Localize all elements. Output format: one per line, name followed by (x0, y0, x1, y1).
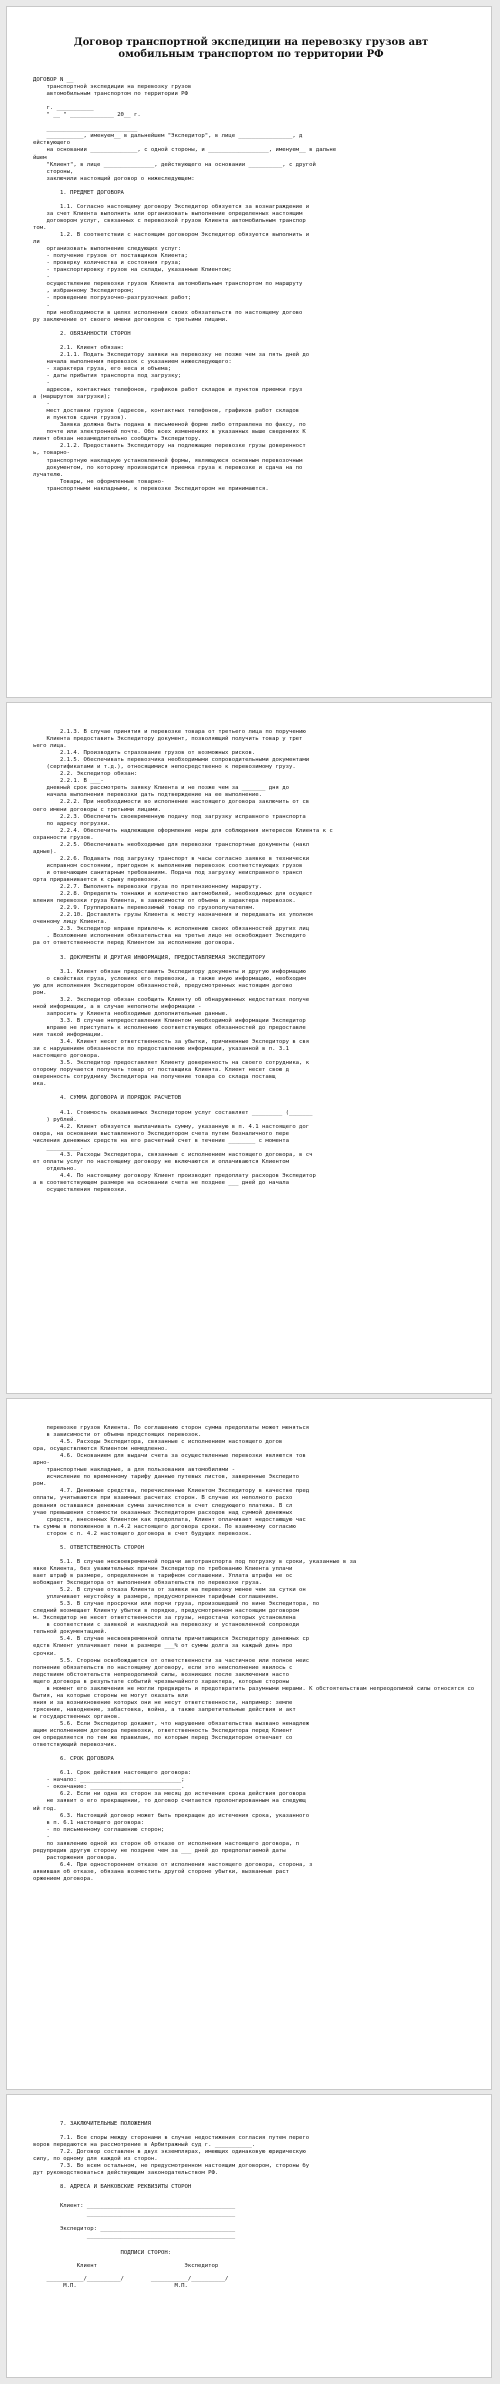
expeditor-requisites-line: ____________________________________________ (33, 2232, 236, 2239)
page-2-text: 2.1.3. В случае принятия и перевозке товара от третьего лица по поручению Клиента предоставить Экспедитору документ, позволяющий получить товар у трет ьего лица. 2.1.4. Производить страхование грузов от возможных рисков. 2.1.5. Обеспечивать перевозчика необходимыми сопроводительными документами (сертификатами и т.д.), относящимися непосредственно к перевозимому грузу. 2.2. Экспедитор обязан: 2.2.1. В ___- дневный срок рассмотреть заявку Клиента и не позже чем за _______ дня до начала выполнения перевозки дать подтверждение на ее выполнение. 2.2.2. При необходимости во исполнение настоящего договора заключить от св оего имени договоры с третьими лицами. 2.2.3. Обеспечить своевременную подачу под загрузку исправного транспорта по адресу погрузки. 2.2.4. Обеспечить надлежащее оформление неры для соблюдения интересов Клиента к с охранности грузов. 2.2.5. Обеспечивать необходимые для перевозки транспортные документы (накл адные). 2.2.6. Подавать под загрузку транспорт в часы согласно заявке в технически исправном состоянии, пригодном к выполнению перевозок соответствующих грузов и отвечающим санитарным требованиям. Подача под загрузку неисправного трансп орта приравнивается к срыву перевозки. 2.2.7. Выполнять перевозки груза по претензионному маршруту. 2.2.8. Определять тоннажи и количество автомобилей, необходимых для осущест вления перевозки груза Клиента, в зависимости от объема и характера перевозок. 2.2.9. Группировать перевозимый товар по грузополучателям. 2.2.10. Доставлять грузы Клиента к месту назначения и передавать их уполном оченному лицу Клиента. 2.3. Экспедитор вправе привлечь к исполнению своих обязанностей других лиц . Возложение исполнения обязательства на третье лицо не освобождает Экспедито ра от ответственности перед Клиентом за исполнение договора. 3. ДОКУМЕНТЫ И ДРУГАЯ ИНФОРМАЦИЯ, ПРЕДОСТАВЛЯЕМАЯ ЭКСПЕДИТОРУ 3.1. Клиент обязан предоставить Экспедитору документы и другую информацию о свойствах груза, условиях его перевозки, а также иную информацию, необходим ую для исполнения Экспедитором обязанностей, предусмотренных настоящим догово ром. 3.2. Экспедитор обязан сообщить Клиенту об обнаруженных недостатках получе нной информации, а в случае неполноты информации - запросить у Клиента необходимые дополнительные данные. 3.3. В случае непредоставления Клиентом необходимой информации Экспедитор вправе не приступать к исполнению соответствующих обязанностей до предоставле ния такой информации. 3.4. Клиент несет ответственность за убытки, причиненные Экспедитору в свя зи с нарушением обязанности по предоставлению информации, указанной в п. 3.1 настоящего договора. 3.5. Экспедитор предоставляет Клиенту доверенность на своего сотрудника, к оторому поручается получать товар от поставщика Клиента. Клиент несет свою д оверенность сотруднику Экспедитора на получение товара со склада поставщ ика. 4. СУММА ДОГОВОРА И ПОРЯДОК РАСЧЕТОВ 4.1. Стоимость оказываемых Экспедитором услуг составляет _________ (_______ ) рублей. 4.2. Клиент обязуется выплачивать сумму, указанную в п. 4.1 настоящего дог овора, на основании выставленного Экспедитором счета путем безналичного пере числения денежных средств на его расчетный счет в течение ________ с момента __________. 4.3. Расходы Экспедитора, связанные с исполнением настоящего договора, в сч ет оплаты услуг по настоящему договору не включаются и оплачиваются Клиентом отдельно. 4.4. По настоящему договору Клиент производит предоплату расходов Экспедитор а в соответствующем размере на основании счета не позднее ___ дней до начала осуществления перевозки. (33, 729, 333, 1194)
title-line-2: омобильным транспортом по территории РФ (118, 49, 384, 60)
signatures-party-names: Клиент Экспедитор (33, 2262, 219, 2269)
client-requisites: Клиент: ____________________________________________ (33, 2203, 236, 2210)
document-page-2 (6, 702, 492, 1394)
page-3-text: перевозке грузов Клиента. По соглашению сторон сумма предоплаты может меняться в зависимости от объема предстоящих перевозок. 4.5. Расходы Экспедитора, связанные с исполнением настоящего догов ора, осуществляются Клиентом немедленно. 4.6. Основанием для выдачи счета за осуществленные перевозки являются тов арно- транспортные накладные, а для пользования автомобилями - исчисление по временному тарифу данные путевых листов, заверенные Экспедито ром. 4.7. Денежные средства, перечисленные Клиентом Экспедитору в качестве пред оплаты, учитываются при взаимных расчетах сторон. В случае их неполного расхо дования оставшаяся денежная сумма зачисляется в счет следующего платежа. В сл учае превышения стоимости оказанных Экспедитором расходов над суммой денежных средств, внесенных Клиентом как предоплата, Клиент оплачивает недостающую час ть суммы в положенное в п.4.2 настоящего договора сроки. По взаимному согласию сторон с п. 4.2 настоящего договора в счет будущих перевозок. 5. ОТВЕТСТВЕННОСТЬ СТОРОН 5.1. В случае несвоевременной подачи автотранспорта под погрузку в сроки, указанные в за явке Клиента, без уважительных причин Экспедитор по требованию Клиента уплачи вает штраф в размере, определенном в тарифном соглашении. Уплата штрафа не ос вобождает Экспедитора от выполнения обязательств по перевозке груза. 5.2. В случае отказа Клиента от заявки на перевозку менее чем за сутки он уплачивает неустойку в размере, предусмотренном тарифным соглашением. 5.3. В случае просрочки или порчи груза, произошедшей по вине Экспедитора, по следний возмещает Клиенту убытки в порядке, предусмотренном настоящим договором м. Экспедитор не несет ответственности за грузы, недостача которых установлена в соответствии с заявкой и накладной на перевозку и установленной сопроводи тельной документацией. 5.4. В случае несвоевременной оплаты причитающихся Экспедитору денежных ср едств Клиент уплачивает пени в размере ___% от суммы долга за каждый день про срочки. 5.5. Стороны освобождаются от ответственности за частичное или полное неис полнение обязательств по настоящему договору, если это неисполнение явилось с ледствием обстоятельств непреодолимой силы, возникших после заключения насто ящего договора в результате событий чрезвычайного характера, которые стороны в момент его заключения не могли предвидеть и предотвратить разумными мерами. К обстоятельствам непреодолимой силы относятся со бытия, на которые стороны не могут оказать вли яния и за возникновение которых они не несут ответственности, например: земле трясение, наводнение, забастовка, война, а также запретительные действия и акт ы государственных органов. 5.6. Если Экспедитор докажет, что нарушение обязательства вызвано ненадлеж ащим исполнением договора перевозки, ответственность Экспедитора перед Клиент ом определяется по тем же правилам, по которым перед Экспедитором отвечает со ответствующий перевозчик. 6. СРОК ДОГОВОРА 6.1. Срок действия настоящего договора: - начало: ______________________________; - окончание: ___________________________. 6.2. Если ни одна из сторон за месяц до истечения срока действия договора не заявит о его прекращении, то договор считается пролонгированным на следующ ий год. 6.3. Настоящий договор может быть прекращен до истечения срока, указанного в п. 6.1 настоящего договора: - по письменному соглашению сторон; - по заявлению одной из сторон об отказе от исполнения настоящего договора, п редупредив другую сторону не позднее чем за ___ дней до предполагаемой даты расторжения договора. 6.4. При одностороннем отказе от исполнения настоящего договора, сторона, з аявившая об отказе, обязана возместить другой стороне убытки, вызванные раст оржением договора. (33, 1425, 475, 1882)
page-4-text: 7. ЗАКЛЮЧИТЕЛЬНЫЕ ПОЛОЖЕНИЯ 7.1. Все споры между сторонами в случае недостижения согласия путем перего воров передаются на рассмотрение в Арбитражный суд г. ___________. 7.2. Договор составлен в двух экземплярах, имеющих одинаковую юридическую силу, по одному для каждой из сторон. 7.3. Во всем остальном, не предусмотренном настоящим договором, стороны бу дут руководствоваться действующим законодательством РФ. 8. АДРЕСА И БАНКОВСКИЕ РЕКВИЗИТЫ СТОРОН (33, 2121, 310, 2191)
document-page-3 (6, 1398, 492, 2090)
signature-lines: ___________/__________/ ___________/__________/ (33, 2275, 229, 2282)
document-page-4 (6, 2094, 492, 2378)
signatures-caption: ПОДПИСИ СТОРОН: (33, 2249, 172, 2256)
client-requisites-line: ____________________________________________ (33, 2210, 236, 2217)
expeditor-requisites: Экспедитор: ________________________________________ (33, 2225, 236, 2232)
document-title (33, 37, 469, 61)
document-page-1 (6, 6, 492, 698)
seal-placeholders: М.П. М.П. (33, 2282, 188, 2289)
page-1-text: ДОГОВОР N __ транспортной экспедиции на перевозку грузов автомобильным транспортом по территории РФ г. ___________ " __ " _____________ 20__ г. ___________________________ ___________, именуем__ в дальнейшем "Экспедитор", в лице ________________, д ействующего на основании ______________, с одной стороны, и __________________, именуем__ в дальне йшем "Клиент", в лице _______________, действующего на основании __________, с другой стороны, заключили настоящий договор о нижеследующем: 1. ПРЕДМЕТ ДОГОВОРА 1.1. Согласно настоящему договору Экспедитор обязуется за вознаграждение и за счет Клиента выполнить или организовать выполнение определенных настоящим договором услуг, связанных с перевозкой грузов Клиента автомобильным транспор том. 1.2. В соответствии с настоящим договором Экспедитор обязуется выполнить и ли организовать выполнение следующих услуг: - получение грузов от поставщиков Клиента; - проверку количества и состояния груза; - транспортировку грузов на склады, указанные Клиентом; - осуществление перевозки грузов Клиента автомобильным транспортом по маршруту , избранному Экспедитором; - проведение погрузочно-разгрузочных работ; - при необходимости в целях исполнения своих обязательств по настоящему догово ру заключение от своего имени договоров с третьими лицами. 2. ОБЯЗАННОСТИ СТОРОН 2.1. Клиент обязан: 2.1.1. Подать Экспедитору заявки на перевозку не позже чем за пять дней до начала выполнения перевозок с указанием нижеследующего: - характера груза, его веса и объема; - даты прибытия транспорта под загрузку; - адресов, контактных телефонов, графиков работ складов и пунктов приемки груз а (маршрутов загрузки); - мест доставки грузов (адресов, контактных телефонов, графиков работ складов и пунктов сдачи грузов). Заявка должна быть подана в письменной форме либо отправлена по факсу, по почте или электронной почте. Обо всех изменениях в указанных выше сведениях К лиент обязан незамедлительно сообщить Экспедитору. 2.1.2. Предоставить Экспедитору на подлежащие перевозке грузы доверенност ь, товарно- транспортную накладную установленной формы, являющуюся основным перевозочным документом, по которому производится приемка груза к перевозке и сдача на по лучателю. Товары, не оформленные товарно- транспортными накладными, к перевозке Экспедитором не принимаются. (33, 77, 337, 492)
title-line-1: Договор транспортной экспедиции на перевозку грузов авт (73, 37, 429, 48)
